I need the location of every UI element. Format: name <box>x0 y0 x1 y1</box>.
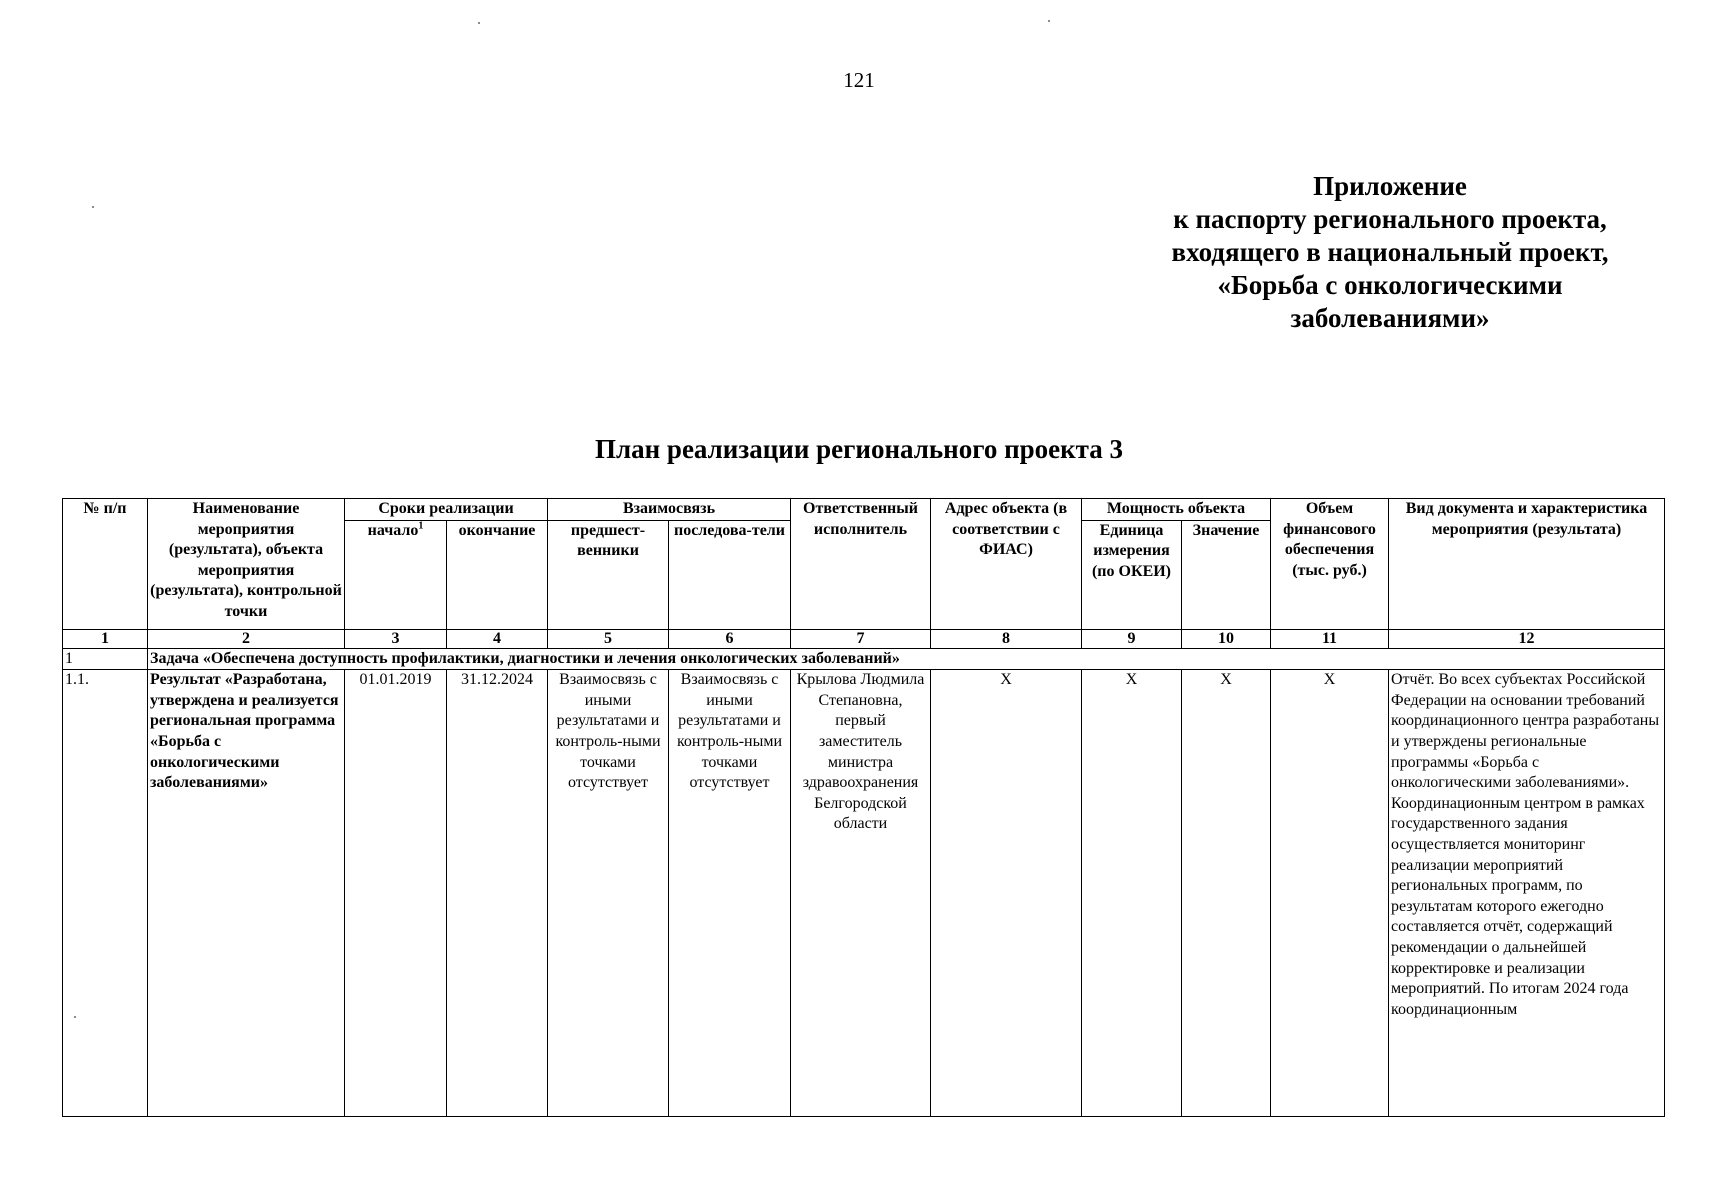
header-name: Наименование мероприятия (результата), объекта мероприятия (результата), контрольной точки <box>148 499 345 630</box>
header-successors: последова-тели <box>669 520 791 629</box>
header-end: окончание <box>447 520 548 629</box>
row-start-date: 01.01.2019 <box>345 670 447 1117</box>
implementation-plan-table <box>62 498 1665 1117</box>
row-value: Х <box>1182 670 1271 1117</box>
page-number: 121 <box>843 68 875 92</box>
column-number: 12 <box>1389 629 1665 648</box>
task-row <box>63 648 1665 670</box>
header-value: Значение <box>1182 520 1271 629</box>
row-end-date: 31.12.2024 <box>447 670 548 1117</box>
column-number: 11 <box>1271 629 1389 648</box>
appendix-line: к паспорту регионального проекта, <box>1173 204 1607 234</box>
column-number: 4 <box>447 629 548 648</box>
row-address: Х <box>931 670 1082 1117</box>
column-number: 5 <box>548 629 669 648</box>
header-row <box>63 499 1665 521</box>
appendix-line: Приложение <box>1313 171 1467 201</box>
appendix-heading <box>1110 170 1670 335</box>
row-financing: Х <box>1271 670 1389 1117</box>
row-responsible: Крылова Людмила Степановна, первый заместитель министра здравоохранения Белгородской области <box>791 670 931 1117</box>
scan-speck <box>1048 20 1050 22</box>
task-num: 1 <box>63 648 148 670</box>
header-responsible: Ответственный исполнитель <box>791 499 931 630</box>
column-number: 7 <box>791 629 931 648</box>
plan-title: План реализации регионального проекта 3 <box>594 434 1124 464</box>
column-number: 10 <box>1182 629 1271 648</box>
column-number: 2 <box>148 629 345 648</box>
header-predecessors: предшест-венники <box>548 520 669 629</box>
column-number: 8 <box>931 629 1082 648</box>
column-number: 9 <box>1082 629 1182 648</box>
scan-speck <box>478 22 480 24</box>
header-financing: Объем финансового обеспечения (тыс. руб.) <box>1271 499 1389 630</box>
task-text: Задача «Обеспечена доступность профилактики, диагностики и лечения онкологических заболеваний» <box>148 648 1665 670</box>
table-row <box>63 670 1665 1117</box>
header-num: № п/п <box>63 499 148 630</box>
column-number-row <box>63 629 1665 648</box>
row-successors: Взаимосвязь с иными результатами и контроль-ными точками отсутствует <box>669 670 791 1117</box>
scan-speck <box>92 206 94 208</box>
row-unit: Х <box>1082 670 1182 1117</box>
appendix-line: заболеваниями» <box>1290 303 1490 333</box>
row-predecessors: Взаимосвязь с иными результатами и контроль-ными точками отсутствует <box>548 670 669 1117</box>
appendix-line: входящего в национальный проект, <box>1171 237 1609 267</box>
header-start-label: начало <box>367 521 419 539</box>
header-doc-type: Вид документа и характеристика мероприятия (результата) <box>1389 499 1665 630</box>
header-relation: Взаимосвязь <box>548 499 791 521</box>
appendix-line: «Борьба с онкологическими <box>1217 270 1563 300</box>
footnote-marker: 1 <box>418 520 424 532</box>
column-number: 1 <box>63 629 148 648</box>
header-start <box>345 520 447 629</box>
row-num: 1.1. <box>63 670 148 1117</box>
column-number: 6 <box>669 629 791 648</box>
header-unit: Единица измерения (по ОКЕИ) <box>1082 520 1182 629</box>
header-address: Адрес объекта (в соответствии с ФИАС) <box>931 499 1082 630</box>
column-number: 3 <box>345 629 447 648</box>
header-capacity: Мощность объекта <box>1082 499 1271 521</box>
row-doc-type: Отчёт. Во всех субъектах Российской Федерации на основании требований координационного центра разработаны и утверждены региональные программы «Борьба с онкологическими заболеваниями». Координационным центром в рамках государственного задания осуществляется мониторинг реализации мероприятий региональных программ, по результатам которого ежегодно составляется отчёт, содержащий рекомендации о дальнейшей корректировке и реализации мероприятий. По итогам 2024 года координационным <box>1389 670 1665 1117</box>
row-name: Результат «Разработана, утверждена и реализуется региональная программа «Борьба с онкологическими заболеваниями» <box>148 670 345 1117</box>
header-terms: Сроки реализации <box>345 499 548 521</box>
